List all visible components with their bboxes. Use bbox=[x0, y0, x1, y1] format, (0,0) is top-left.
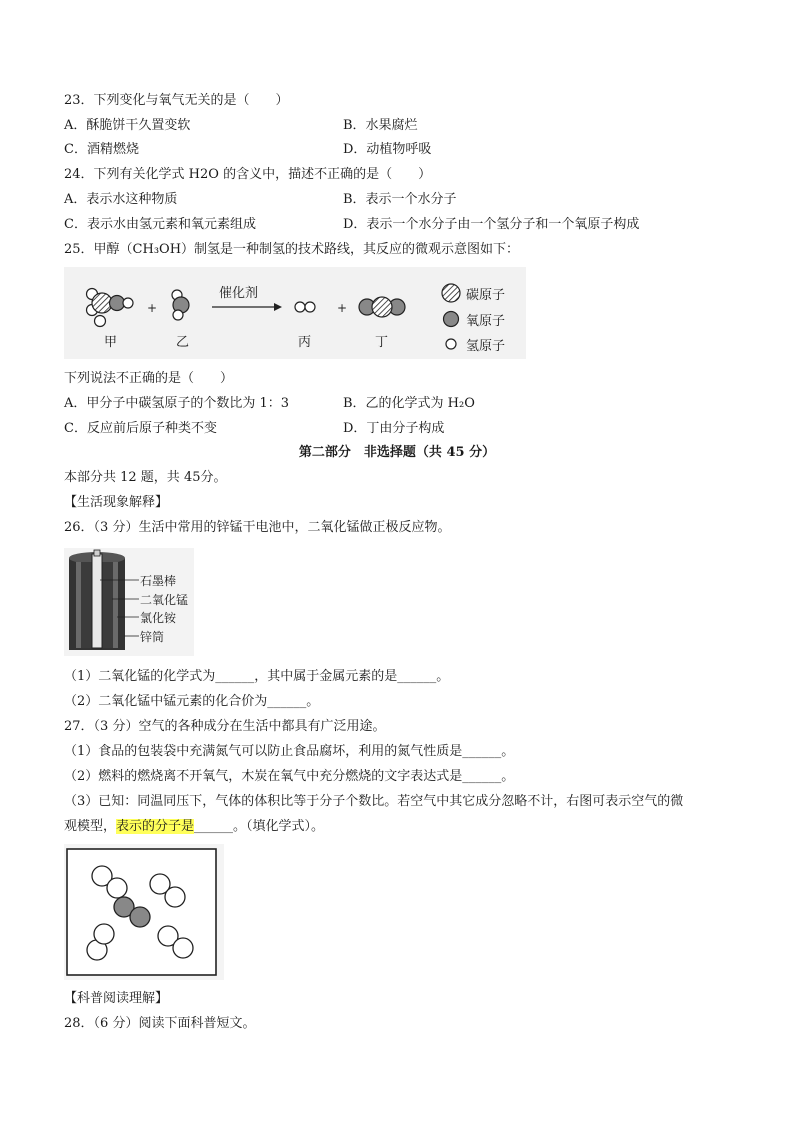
reaction-diagram bbox=[64, 267, 526, 359]
q23-stem: 23．下列变化与氧气无关的是（ ） bbox=[64, 93, 289, 108]
section-science-reading: 【科普阅读理解】 bbox=[64, 991, 169, 1006]
q25-prompt: 下列说法不正确的是（ ） bbox=[64, 371, 234, 386]
reaction-svg bbox=[64, 267, 526, 359]
n-atom bbox=[107, 878, 127, 898]
q25-option-d: D．丁由分子构成 bbox=[343, 421, 445, 436]
molecule-jia bbox=[87, 289, 134, 327]
label-nh4cl: 氯化铵 bbox=[140, 611, 177, 625]
molecule-yi bbox=[172, 290, 189, 320]
label-bing: 丙 bbox=[298, 335, 312, 350]
label-zinc: 锌筒 bbox=[140, 630, 165, 644]
q23-option-b: B．水果腐烂 bbox=[343, 118, 418, 133]
q27-highlight: 表示的分子是 bbox=[116, 819, 195, 834]
legend-oxygen: 氧原子 bbox=[466, 314, 506, 329]
q27-sub3-plain: 观模型， bbox=[64, 819, 117, 834]
legend-carbon: 碳原子 bbox=[466, 288, 506, 303]
air-model-svg bbox=[64, 844, 224, 980]
n-atom bbox=[165, 887, 185, 907]
legend-hydrogen-swatch bbox=[446, 339, 456, 349]
q26-sub2: （2）二氧化锰中锰元素的化合价为______。 bbox=[64, 694, 320, 709]
molecule-bing bbox=[295, 302, 315, 312]
q23-option-c: C．酒精燃烧 bbox=[64, 142, 139, 157]
molecule-ding bbox=[359, 297, 405, 317]
n-atom bbox=[94, 924, 114, 944]
q25-option-a: A．甲分子中碳氢原子的个数比为 1：3 bbox=[64, 396, 290, 411]
q24-option-b: B．表示一个水分子 bbox=[343, 192, 457, 207]
q23-option-d: D．动植物呼吸 bbox=[343, 142, 432, 157]
arrow-head bbox=[274, 303, 282, 311]
q23-option-a: A．酥脆饼干久置变软 bbox=[64, 118, 191, 133]
q27-sub3-tail: ______。（填化学式）。 bbox=[194, 819, 325, 834]
label-jia: 甲 bbox=[104, 335, 118, 350]
label-ding: 丁 bbox=[375, 335, 389, 350]
q27-sub3-line2 bbox=[64, 818, 324, 836]
q26-sub1: （1）二氧化锰的化学式为______，其中属于金属元素的是______。 bbox=[64, 669, 450, 684]
q27-sub2: （2）燃料的燃烧离不开氧气，木炭在氧气中充分燃烧的文字表达式是______。 bbox=[64, 769, 515, 784]
q27-sub1: （1）食品的包装袋中充满氮气可以防止食品腐坏，利用的氮气性质是______。 bbox=[64, 744, 515, 759]
q25-option-c: C．反应前后原子种类不变 bbox=[64, 421, 217, 436]
label-graphite: 石墨棒 bbox=[140, 574, 177, 588]
plus-2: + bbox=[337, 301, 348, 315]
legend-hydrogen: 氢原子 bbox=[466, 339, 506, 354]
label-yi: 乙 bbox=[176, 335, 190, 350]
n-atom bbox=[173, 938, 193, 958]
q28-stem: 28．（6 分）阅读下面科普短文。 bbox=[64, 1016, 256, 1031]
legend-oxygen-swatch bbox=[444, 312, 459, 327]
q26-stem: 26．（3 分）生活中常用的锌锰干电池中，二氧化锰做正极反应物。 bbox=[64, 520, 451, 535]
q24-stem: 24．下列有关化学式 H2O 的含义中，描述不正确的是（ ） bbox=[64, 167, 432, 182]
catalyst-label: 催化剂 bbox=[219, 286, 259, 301]
q24-option-a: A．表示水这种物质 bbox=[64, 192, 178, 207]
air-model-figure bbox=[64, 844, 224, 980]
q24-option-d: D．表示一个水分子由一个氢分子和一个氧原子构成 bbox=[343, 217, 640, 232]
q27-stem: 27．（3 分）空气的各种成分在生活中都具有广泛用途。 bbox=[64, 719, 386, 734]
q25-stem: 25．甲醇（CH₃OH）制氢是一种制氢的技术路线，其反应的微观示意图如下： bbox=[64, 242, 520, 257]
section-life-phenomena: 【生活现象解释】 bbox=[64, 495, 169, 510]
q27-sub3: （3）已知：同温同压下，气体的体积比等于分子个数比。若空气中其它成分忽略不计，右图可表示空气的微 bbox=[64, 794, 684, 809]
label-mno2: 二氧化锰 bbox=[140, 593, 189, 607]
q25-option-b: B．乙的化学式为 H₂O bbox=[343, 396, 475, 411]
part2-title: 第二部分 非选择题（共 45 分） bbox=[298, 445, 496, 460]
graphite-rod bbox=[92, 554, 102, 648]
plus-1: + bbox=[147, 301, 158, 315]
battery-figure bbox=[64, 548, 194, 656]
part2-intro: 本部分共 12 题，共 45分。 bbox=[64, 470, 227, 485]
legend-carbon-swatch bbox=[442, 284, 460, 302]
q24-option-c: C．表示水由氢元素和氧元素组成 bbox=[64, 217, 256, 232]
o-atom bbox=[130, 907, 150, 927]
legend bbox=[442, 284, 460, 349]
